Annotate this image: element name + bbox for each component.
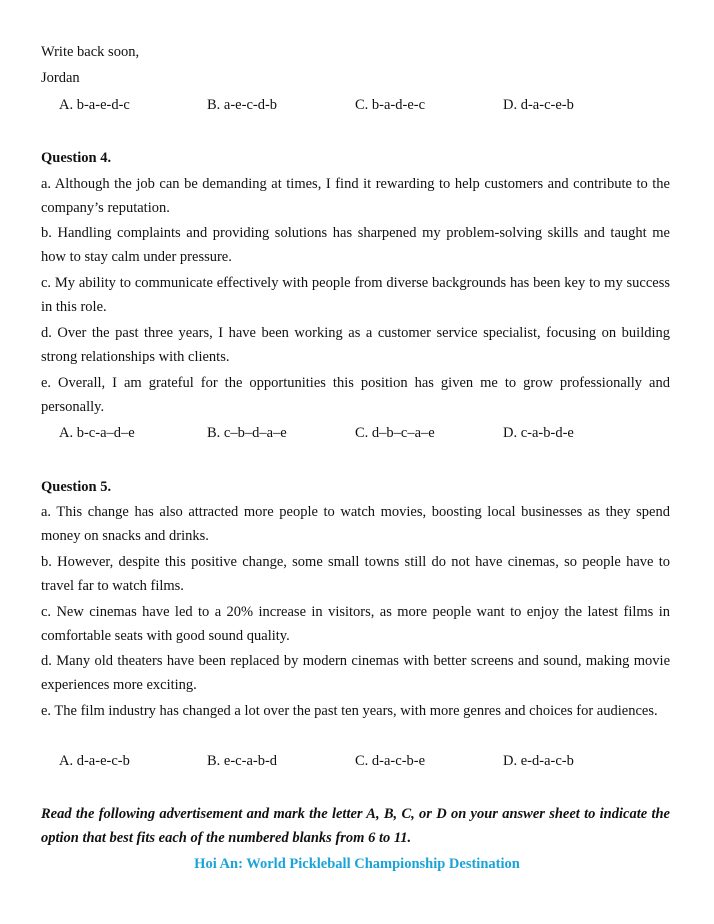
advertisement-title: Hoi An: World Pickleball Championship Destination (194, 856, 520, 872)
q3-option-b[interactable]: B. a-e-c-d-b (207, 97, 278, 113)
letter-closing: Write back soon, (41, 44, 140, 60)
letter-signature: Jordan (41, 70, 80, 86)
q4-option-a[interactable]: A. b-c-a–d–e (59, 425, 135, 441)
q4-item-e: e. Overall, I am grateful for the opportunities this position has given me to grow professionally and personally. (41, 375, 670, 415)
q4-option-d[interactable]: D. c-a-b-d-e (503, 425, 574, 441)
q4-title: Question 4. (41, 150, 112, 166)
q3-option-d[interactable]: D. d-a-c-e-b (503, 97, 574, 113)
q3-option-c[interactable]: C. b-a-d-e-c (355, 97, 426, 113)
q4-item-d: d. Over the past three years, I have been working as a customer service specialist, focusing on building strong relationships with clients. (41, 325, 670, 365)
q4-option-b[interactable]: B. c–b–d–a–e (207, 425, 287, 441)
q5-item-d: d. Many old theaters have been replaced by modern cinemas with better screens and sound, making movie experiences more exciting. (41, 653, 670, 693)
q5-item-a: a. This change has also attracted more people to watch movies, boosting local businesses as they spend money on snacks and drinks. (41, 504, 670, 544)
q5-title: Question 5. (41, 479, 112, 495)
q4-option-c[interactable]: C. d–b–c–a–e (355, 425, 435, 441)
q5-options (59, 752, 679, 770)
q5-option-a[interactable]: A. d-a-e-c-b (59, 753, 130, 769)
q5-item-b: b. However, despite this positive change, some small towns still do not have cinemas, so people have to travel far to watch films. (41, 554, 670, 594)
q3-options (59, 96, 679, 114)
q4-item-c: c. My ability to communicate effectively with people from diverse backgrounds has been key to my success in this role. (41, 275, 670, 315)
q3-option-a[interactable]: A. b-a-e-d-c (59, 97, 130, 113)
q5-item-c: c. New cinemas have led to a 20% increase in visitors, as more people want to enjoy the latest films in comfortable seats with good sound quality. (41, 604, 670, 644)
q4-options (59, 424, 679, 442)
q5-option-c[interactable]: C. d-a-c-b-e (355, 753, 426, 769)
q4-item-b: b. Handling complaints and providing solutions has sharpened my problem-solving skills and taught me how to stay calm under pressure. (41, 225, 670, 265)
q4-item-a: a. Although the job can be demanding at times, I find it rewarding to help customers and contribute to the company’s reputation. (41, 176, 670, 216)
reading-instruction: Read the following advertisement and mark the letter A, B, C, or D on your answer sheet to indicate the option that best fits each of the numbered blanks from 6 to 11. (41, 806, 670, 846)
q5-option-b[interactable]: B. e-c-a-b-d (207, 753, 278, 769)
q5-option-d[interactable]: D. e-d-a-c-b (503, 753, 574, 769)
q5-item-e: e. The film industry has changed a lot over the past ten years, with more genres and choices for audiences. (41, 703, 658, 719)
